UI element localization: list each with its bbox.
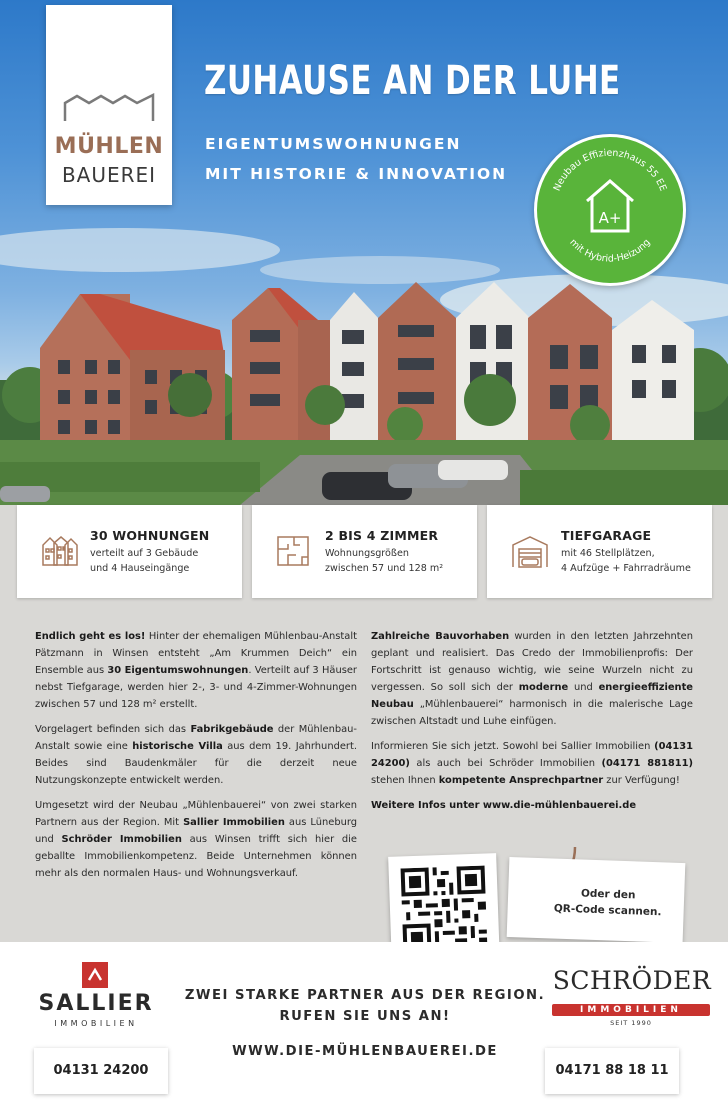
logo-line2: BAUEREI — [61, 163, 157, 187]
website-link[interactable]: WWW.DIE-MÜHLENBAUEREI.DE — [232, 1044, 498, 1059]
roof-skyline-icon — [63, 93, 155, 123]
feature-line1: Wohnungsgrößen — [325, 548, 409, 559]
badge-arc-top: Neubau Effizienzhaus 55 EE — [551, 147, 669, 193]
qr-hint-card — [507, 857, 686, 943]
subheadline-line1: EIGENTUMSWOHNUNGEN — [205, 135, 462, 153]
schroeder-since: SEIT 1990 — [610, 1019, 652, 1027]
feature-line2: und 4 Hauseingänge — [90, 563, 190, 574]
sallier-phone[interactable] — [34, 1048, 168, 1094]
headline: ZUHAUSE AN DER LUHE — [204, 58, 621, 104]
subheadline-line2: MIT HISTORIE & INNOVATION — [205, 165, 508, 183]
sallier-name: SALLIER — [38, 991, 154, 1016]
feature-title: TIEFGARAGE — [561, 528, 652, 543]
feature-line2: 4 Aufzüge + Fahrradräume — [561, 563, 691, 574]
buildings-icon — [41, 535, 79, 567]
svg-text:mit Hybrid-Heizung — [567, 237, 652, 265]
body-paragraph: Weitere Infos unter www.die-mühlenbauerei.de — [371, 800, 637, 811]
hero-image — [0, 0, 728, 505]
body-paragraph: Vorgelagert befinden sich das Fabrikgebäude der Mühlenbau-Anstalt sowie eine historische Villa aus dem 19. Jahrhundert. Beides sind Baudenkmäler für die derzeit neue Nutzungskonzepte entwickelt werden. — [35, 724, 357, 786]
schroeder-bar-text: IMMOBILIEN — [580, 1005, 682, 1015]
feature-title: 30 WOHNUNGEN — [90, 528, 210, 543]
body-paragraph: Informieren Sie sich jetzt. Sowohl bei Sallier Immobilien (04131 24200) als auch bei Schröder Immobilien (04171 881811) stehen Ihnen kompetente Ansprechpartner zur Verfügung! — [371, 741, 693, 786]
feature-card-apartments — [17, 505, 242, 598]
slogan-line2: RUFEN SIE UNS AN! — [279, 1009, 451, 1024]
body-paragraph: Zahlreiche Bauvorhaben wurden in den letzten Jahrzehnten geplant und realisiert. Das Credo der Immobilienprofis: Der Fortschritt ist genauso wichtig, wie seine Wurzeln nicht zu vergessen. So soll sich der moderne und energieeffiziente Neubau „Mühlenbauerei“ harmonisch in die malerische Lage zwischen Altstadt und Luhe einfügen. — [371, 631, 694, 727]
body-text-right — [371, 628, 693, 822]
body-paragraph: Umgesetzt wird der Neubau „Mühlenbauerei“ von zwei starken Partnern aus der Region. Mit Sallier Immobilien aus Lüneburg und Schröder Immobilien aus Winsen trifft sich hier die geballte Immobilienkompetenz. Beide Unternehmen können mehr als den normalen Haus- und Wohnungsverkauf. — [35, 800, 358, 879]
floorplan-icon — [276, 535, 310, 567]
schroeder-name: SCHRÖDER — [552, 966, 712, 995]
muehlenbauerei-logo — [46, 5, 172, 205]
garage-icon — [511, 535, 549, 569]
sallier-phone-number: 04131 24200 — [53, 1063, 149, 1078]
feature-line1: mit 46 Stellplätzen, — [561, 548, 655, 559]
body-text-left — [35, 628, 357, 890]
badge-arc-bottom: mit Hybrid-Heizung — [567, 236, 653, 265]
qr-hint-line1: Oder den — [580, 887, 636, 902]
schroeder-phone-number: 04171 88 18 11 — [555, 1063, 669, 1078]
feature-card-garage — [487, 505, 712, 598]
body-paragraph: Endlich geht es los! Hinter der ehemaligen Mühlenbau-Anstalt Pätzmann in Winsen entsteht „Am Krummen Deich“ ein Ensemble aus 30 Eigentumswohnungen. Verteilt auf 3 Häuser nebst Tiefgarage, werden hier 2-, 3- und 4-Zimmer-Wohnungen zwischen 57 und 128 m² erstellt. — [35, 631, 357, 710]
schroeder-phone[interactable] — [545, 1048, 679, 1094]
qr-hint-line2: QR-Code scannen. — [553, 902, 662, 919]
schroeder-bar — [552, 1004, 710, 1016]
sallier-logo-icon — [82, 962, 108, 988]
efficiency-badge — [534, 134, 686, 286]
sallier-sub: IMMOBILIEN — [54, 1019, 138, 1028]
feature-card-rooms — [252, 505, 477, 598]
feature-line1: verteilt auf 3 Gebäude — [90, 548, 199, 559]
slogan-line1: ZWEI STARKE PARTNER AUS DER REGION. — [184, 988, 546, 1003]
logo-line1: MÜHLEN — [54, 134, 164, 159]
svg-text:Neubau Effizienzhaus 55 EE — [552, 148, 669, 193]
badge-label: A+ — [598, 209, 622, 227]
feature-title: 2 BIS 4 ZIMMER — [325, 528, 439, 543]
feature-line2: zwischen 57 und 128 m² — [325, 563, 444, 574]
qr-code-icon — [399, 865, 490, 952]
